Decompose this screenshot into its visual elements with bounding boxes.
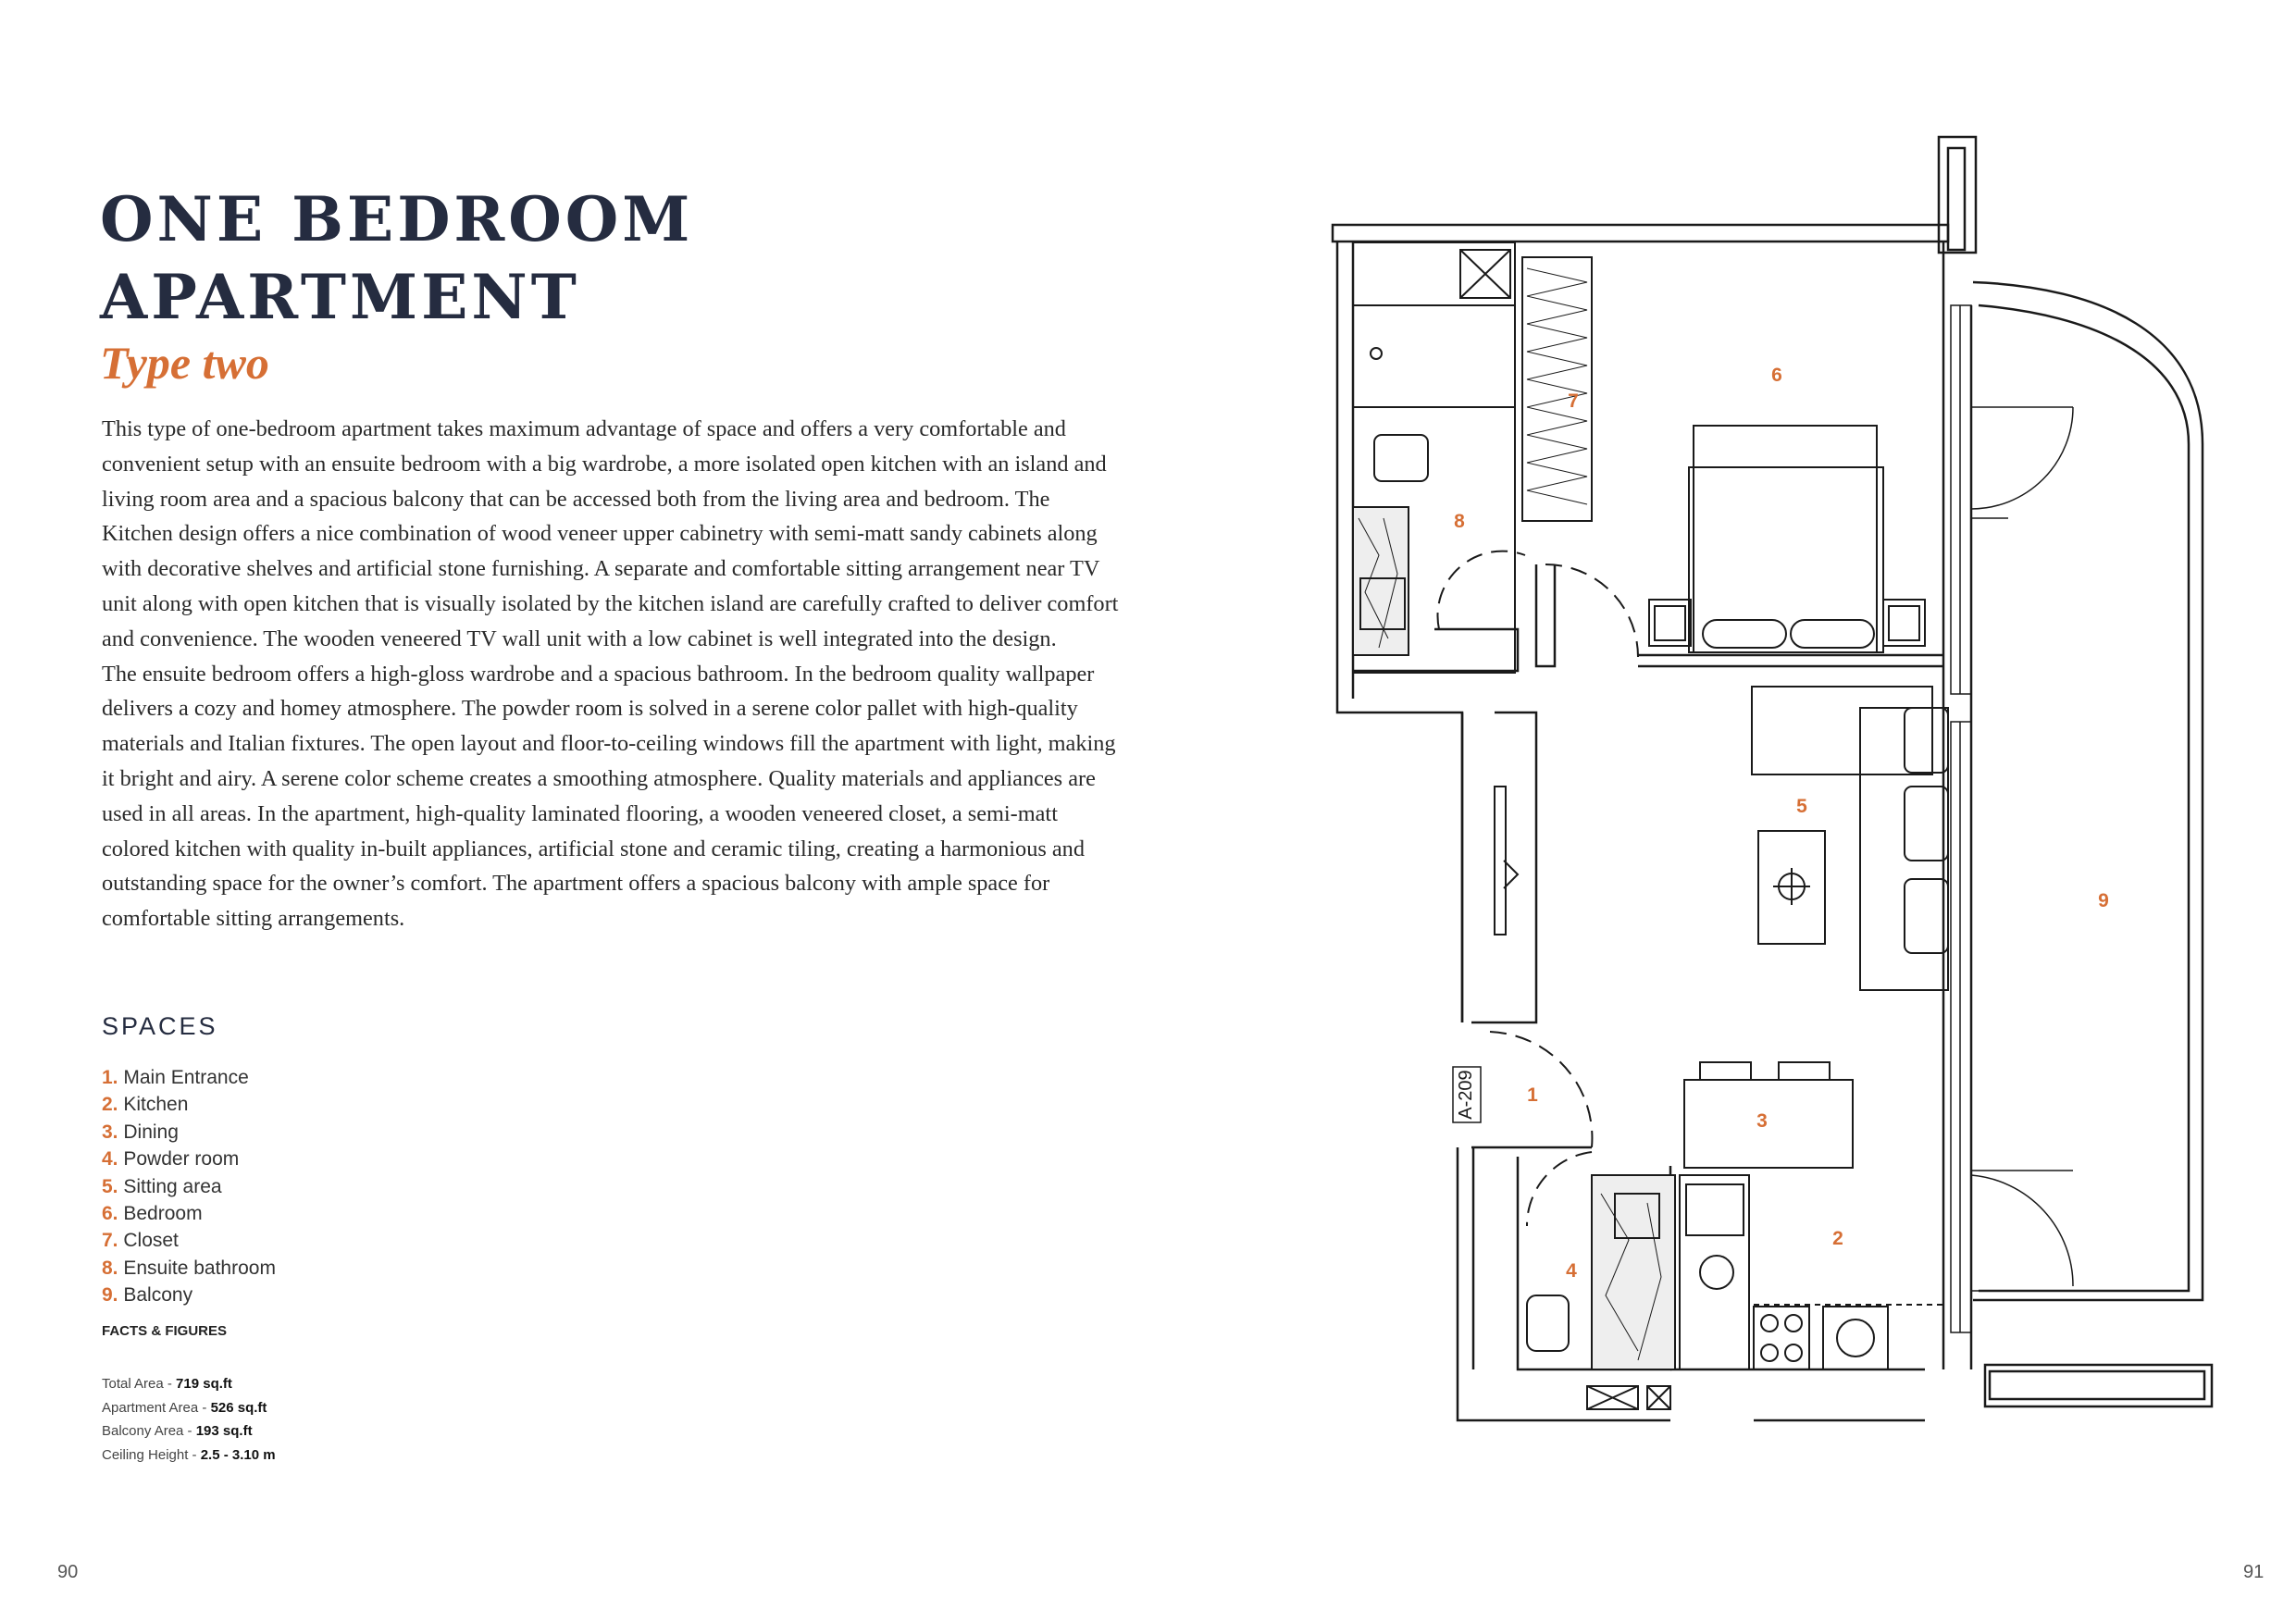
title-line-1: ONE BEDROOM [100,183,694,255]
facts-list [102,1372,276,1467]
space-item [102,1255,276,1282]
facts-heading: FACTS & FIGURES [102,1323,228,1339]
space-number: 3. [102,1121,118,1143]
fact-label: Ceiling Height - [102,1446,201,1463]
subtitle: Type two [100,337,269,389]
space-item [102,1064,276,1091]
powder-room [1527,1175,1675,1369]
space-label: Main Entrance [123,1067,249,1088]
title-line-2: APARTMENT [100,261,580,333]
fact-label: Balcony Area - [102,1423,196,1439]
spaces-list [102,1064,276,1309]
space-label: Sitting area [123,1175,222,1197]
space-label: Kitchen [123,1094,189,1116]
space-item [102,1173,276,1200]
space-item [102,1227,276,1254]
page-title [100,180,693,336]
space-label: Balcony [123,1284,193,1307]
space-label: Dining [123,1121,179,1143]
room-number: 8 [1454,511,1465,532]
space-number: 9. [102,1284,118,1307]
fact-label: Total Area - [102,1376,177,1392]
space-item [102,1091,276,1118]
space-item [102,1119,276,1146]
unit-code: A-209 [1456,1070,1476,1120]
fact-item [102,1443,276,1468]
room-number: 7 [1568,390,1579,412]
fact-item [102,1372,276,1396]
space-item [102,1146,276,1172]
space-number: 5. [102,1175,118,1197]
space-label: Bedroom [123,1203,203,1225]
facade-windows [1951,305,2073,1332]
page-number-right: 91 [2243,1562,2265,1582]
balcony-outline [1971,282,2203,1300]
space-label: Closet [123,1230,179,1252]
spaces-heading: SPACES [102,1012,218,1040]
space-item [102,1200,276,1227]
room-number: 5 [1796,796,1807,817]
space-number: 7. [102,1230,118,1252]
room-number: 2 [1832,1228,1843,1249]
space-label: Powder room [123,1148,240,1171]
space-number: 1. [102,1067,118,1088]
page-number-left: 90 [57,1562,79,1582]
tv-unit [1495,787,1518,935]
fact-value: 193 sq.ft [195,1423,253,1439]
space-number: 2. [102,1094,118,1116]
floor-plan [1314,120,2240,1453]
outer-walls [1333,137,2212,1420]
space-item [102,1282,276,1308]
fact-value: 719 sq.ft [176,1376,232,1392]
fact-value: 2.5 - 3.10 m [200,1446,276,1463]
description-paragraph-1: This type of one-bedroom apartment takes maximum advantage of space and offers a very comfortable and convenient setup with an ensuite bedroom with a big wardrobe, a more isolated open kitchen with an island and living room area and a spacious balcony that can be accessed both from the living area and bedroom. The Kitchen design offers a nice combination of wood veneer upper cabinetry with semi-matt sandy cabinets along with decorative shelves and artificial stone furnishing. A separate and comfortable sitting arrangement near TV unit along with open kitchen that is visually isolated by the kitchen island are carefully crafted to deliver comfort and convenience. The wooden veneered TV wall unit with a low cabinet is well integrated into the design. [102,416,1119,651]
description-paragraph-2: The ensuite bedroom offers a high-gloss wardrobe and a spacious bathroom. In the bedroom quality wallpaper delivers a cozy and homey atmosphere. The powder room is solved in a serene color pallet with high-quality materials and Italian fixtures. The open layout and floor-to-ceiling windows fill the apartment with light, making it bright and airy. A serene color scheme creates a smoothing atmosphere. Quality materials and appliances are used in all areas. In the apartment, high-quality laminated flooring, a wooden veneered closet, a semi-matt colored kitchen with quality in-built appliances, artificial stone and ceramic tiling, creating a harmonious and outstanding space for the owner’s comfort. The apartment offers a spacious balcony with ample space for comfortable sitting arrangements. [102,661,1116,932]
fact-label: Apartment Area - [102,1399,211,1416]
room-number: 6 [1771,365,1782,386]
dining-table [1684,1062,1853,1168]
sofa-set [1752,687,1948,990]
bed [1649,426,1925,652]
space-label: Ensuite bathroom [123,1257,276,1279]
fact-item [102,1419,276,1443]
closet [1522,257,1592,521]
fact-item [102,1396,276,1420]
space-number: 8. [102,1257,118,1279]
door-swings [1437,551,1638,1226]
room-number: 3 [1756,1110,1768,1132]
room-number: 1 [1527,1084,1538,1106]
description [102,412,1120,936]
ensuite-bathroom [1353,242,1515,673]
unit-code-tag [1453,1067,1481,1122]
space-number: 4. [102,1148,118,1171]
fact-value: 526 sq.ft [210,1399,267,1416]
room-number: 9 [2098,890,2109,911]
room-numbers [1454,365,2109,1282]
room-number: 4 [1566,1260,1577,1282]
space-number: 6. [102,1203,118,1225]
